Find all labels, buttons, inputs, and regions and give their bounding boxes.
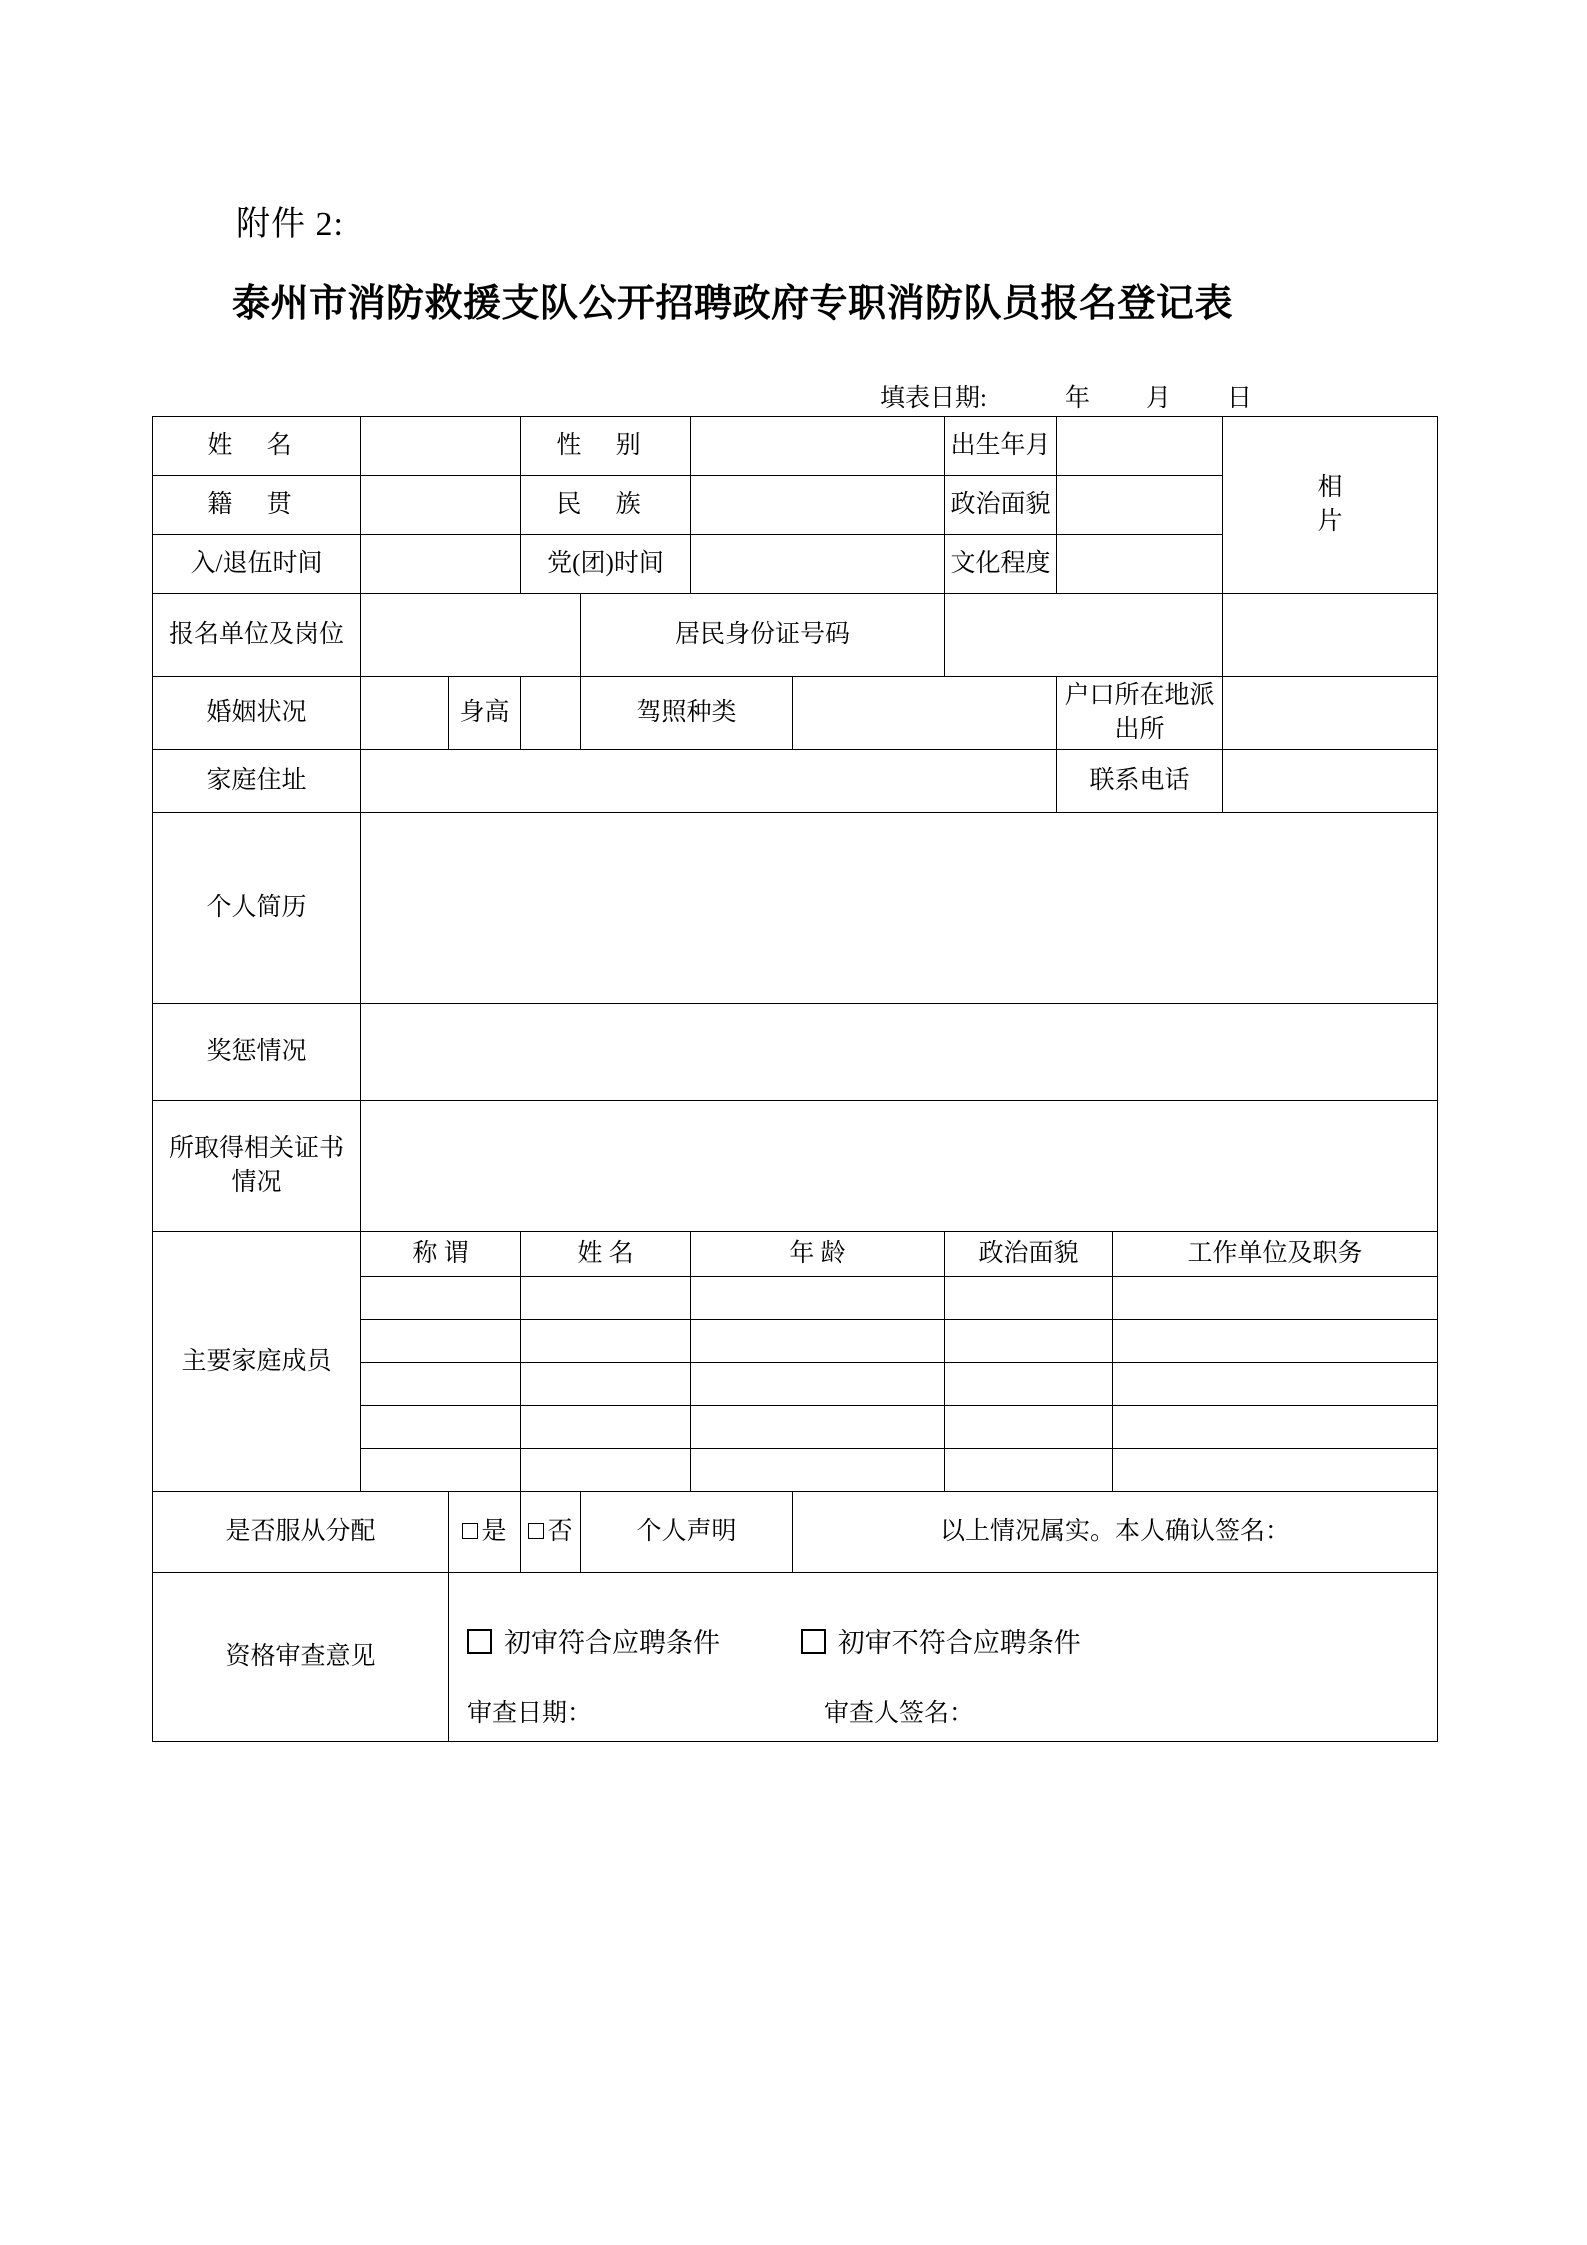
field-enlist-discharge-time[interactable] (361, 535, 521, 594)
family-cell-political-status[interactable] (945, 1277, 1113, 1320)
family-cell-political-status[interactable] (945, 1449, 1113, 1492)
family-cell-name[interactable] (521, 1406, 691, 1449)
field-party-league-time[interactable] (691, 535, 945, 594)
family-cell-age[interactable] (691, 1363, 945, 1406)
family-header-political-status: 政治面貌 (945, 1232, 1113, 1277)
checkbox-review-pass[interactable] (467, 1628, 720, 1658)
label-party-league-time: 党(团)时间 (521, 535, 691, 594)
table-row-obey-assignment (153, 1492, 1438, 1573)
statement-text: 以上情况属实。本人确认签名： (793, 1492, 1438, 1573)
table-row-qualification-review (153, 1573, 1438, 1742)
photo-placeholder (1223, 417, 1438, 594)
field-native-place[interactable] (361, 476, 521, 535)
label-political-status: 政治面貌 (945, 476, 1057, 535)
family-cell-relation[interactable] (361, 1277, 521, 1320)
label-rewards-punishments (153, 1004, 361, 1101)
label-native-place: 籍 贯 (153, 476, 361, 535)
family-cell-age[interactable] (691, 1320, 945, 1363)
family-table-header-row (153, 1232, 1438, 1277)
page-title: 泰州市消防救援支队公开招聘政府专职消防队员报名登记表 (232, 283, 1234, 325)
checkbox-fail-icon[interactable] (801, 1629, 826, 1654)
table-row-name (153, 417, 1438, 476)
family-cell-age[interactable] (691, 1406, 945, 1449)
label-name: 姓 名 (153, 417, 361, 476)
checkbox-no-icon[interactable] (528, 1523, 544, 1539)
label-rewards-punishments-text: 奖惩情况 (206, 1038, 307, 1066)
field-rewards-punishments[interactable] (361, 1004, 1438, 1101)
label-gender: 性 别 (521, 417, 691, 476)
field-license-type[interactable] (793, 677, 1057, 750)
label-household-police-station: 户口所在地派出所 (1057, 677, 1223, 750)
attachment-label: 附件 2: (236, 206, 344, 243)
family-cell-relation[interactable] (361, 1320, 521, 1363)
label-enlist-discharge-time: 入/退伍时间 (153, 535, 361, 594)
label-qualification-review: 资格审查意见 (153, 1573, 449, 1742)
field-personal-resume[interactable] (361, 813, 1438, 1004)
field-gender[interactable] (691, 417, 945, 476)
checkbox-pass-icon[interactable] (467, 1629, 492, 1654)
field-political-status[interactable] (1057, 476, 1223, 535)
photo-label-line1: 相 (1317, 474, 1343, 502)
label-ethnicity: 民 族 (521, 476, 691, 535)
field-height[interactable] (521, 677, 581, 750)
registration-form-table (152, 416, 1438, 1742)
family-cell-work-unit[interactable] (1113, 1320, 1438, 1363)
checkbox-no-label: 否 (547, 1518, 573, 1546)
family-header-work-unit: 工作单位及职务 (1113, 1232, 1438, 1277)
checkbox-fail-label: 初审不符合应聘条件 (837, 1628, 1081, 1658)
checkbox-review-fail[interactable] (801, 1625, 1081, 1661)
family-cell-relation[interactable] (361, 1449, 521, 1492)
label-apply-unit-post: 报名单位及岗位 (153, 594, 361, 677)
family-cell-political-status[interactable] (945, 1320, 1113, 1363)
family-cell-age[interactable] (691, 1449, 945, 1492)
review-footer (467, 1697, 974, 1731)
field-certificates[interactable] (361, 1101, 1438, 1232)
field-name[interactable] (361, 417, 521, 476)
table-row-resume (153, 813, 1438, 1004)
photo-spacer-1 (1223, 594, 1438, 677)
field-apply-unit-post[interactable] (361, 594, 581, 677)
photo-label-line2: 片 (1317, 508, 1343, 535)
checkbox-pass-label: 初审符合应聘条件 (504, 1628, 720, 1658)
family-cell-work-unit[interactable] (1113, 1406, 1438, 1449)
qualification-review-body (449, 1573, 1438, 1742)
family-cell-work-unit[interactable] (1113, 1363, 1438, 1406)
checkbox-obey-yes[interactable] (449, 1492, 521, 1573)
family-cell-age[interactable] (691, 1277, 945, 1320)
label-license-type: 驾照种类 (581, 677, 793, 750)
family-cell-relation[interactable] (361, 1406, 521, 1449)
field-home-address[interactable] (361, 750, 1057, 813)
family-cell-name[interactable] (521, 1449, 691, 1492)
label-height: 身高 (449, 677, 521, 750)
table-row-certificates (153, 1101, 1438, 1232)
field-education[interactable] (1057, 535, 1223, 594)
family-header-age: 年 龄 (691, 1232, 945, 1277)
fill-date-line (880, 378, 1252, 414)
family-cell-name[interactable] (521, 1363, 691, 1406)
checkbox-yes-label: 是 (481, 1518, 507, 1546)
label-contact-phone: 联系电话 (1057, 750, 1223, 813)
checkbox-obey-no[interactable] (521, 1492, 581, 1573)
fill-date-month: 月 (1145, 385, 1171, 412)
field-ethnicity[interactable] (691, 476, 945, 535)
field-household-police-station[interactable] (1223, 677, 1438, 750)
label-family-members (153, 1232, 361, 1492)
fill-date-day: 日 (1226, 385, 1252, 412)
family-cell-relation[interactable] (361, 1363, 521, 1406)
family-cell-political-status[interactable] (945, 1363, 1113, 1406)
family-cell-work-unit[interactable] (1113, 1449, 1438, 1492)
family-cell-name[interactable] (521, 1320, 691, 1363)
fill-date-year: 年 (1064, 385, 1090, 412)
field-birth-date[interactable] (1057, 417, 1223, 476)
checkbox-yes-icon[interactable] (462, 1523, 478, 1539)
label-marital-status: 婚姻状况 (153, 677, 361, 750)
field-id-number[interactable] (945, 594, 1223, 677)
table-row-rewards (153, 1004, 1438, 1101)
fill-date-label: 填表日期: (880, 385, 987, 412)
field-contact-phone[interactable] (1223, 750, 1438, 813)
label-family-members-text: 主要家庭成员 (181, 1347, 332, 1375)
label-certificates (153, 1101, 361, 1232)
label-reviewer-signature: 审查人签名： (824, 1700, 975, 1727)
label-personal-resume (153, 813, 361, 1004)
label-home-address: 家庭住址 (153, 750, 361, 813)
label-personal-resume-text: 个人简历 (206, 894, 307, 922)
family-cell-name[interactable] (521, 1277, 691, 1320)
family-cell-political-status[interactable] (945, 1406, 1113, 1449)
table-row-apply-unit (153, 594, 1438, 677)
table-row-marital (153, 677, 1438, 750)
label-id-number: 居民身份证号码 (581, 594, 945, 677)
review-options (467, 1625, 1081, 1661)
label-birth-date: 出生年月 (945, 417, 1057, 476)
label-education: 文化程度 (945, 535, 1057, 594)
label-review-date: 审查日期： (467, 1700, 593, 1727)
family-cell-work-unit[interactable] (1113, 1277, 1438, 1320)
label-obey-assignment: 是否服从分配 (153, 1492, 449, 1573)
field-marital-status[interactable] (361, 677, 449, 750)
label-personal-statement: 个人声明 (581, 1492, 793, 1573)
label-certificates-text: 所取得相关证书情况 (168, 1135, 344, 1196)
family-header-relation: 称 谓 (361, 1232, 521, 1277)
table-row-address (153, 750, 1438, 813)
family-header-name: 姓 名 (521, 1232, 691, 1277)
